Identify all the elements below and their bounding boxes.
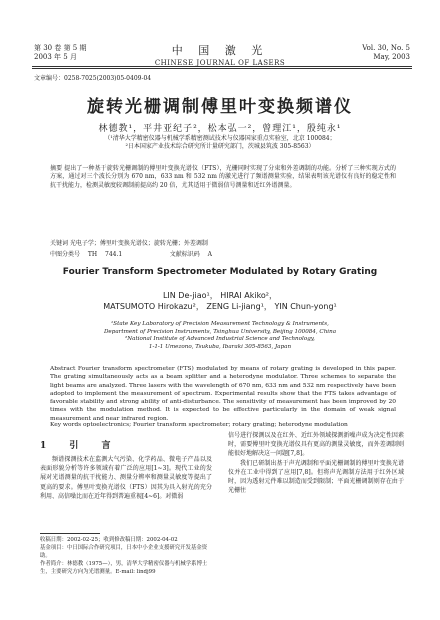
paragraph: 我们已研制出基于声光调制和平面光栅调制的傅里叶变换光谱仪并在工业中得到了应用[7,8]。但将声光调制方法用于红外区域时，因为透射元件难以制造而受到限制；平面光栅调制则存在由于光栅往 <box>228 459 404 495</box>
journal-name-zh: 中 国 激 光 <box>171 44 269 57</box>
section-heading: 1 引 言 <box>40 441 121 451</box>
authors-en-line: MATSUMOTO Hirokazu²， ZENG Li-jiang¹， YIN Chun-yong¹ <box>103 302 337 311</box>
authors-en-line: LIN De-jiao¹， HIRAI Akiko²， <box>162 291 278 300</box>
affiliation-line: （¹清华大学精密仪器与机械学系精密测试技术与仪器国家重点实验室，北京 100084； <box>104 135 336 142</box>
affiliation-line: ²日本国家产业技术综合研究所计量研究部门，茨城县筑波 305-8563） <box>125 143 315 150</box>
footnote-author: 作者简介：林德教（1975—），男，清华大学精密仪器与机械学系博士生，主要研究方向为光谱测量。E-mail: lindj99 <box>40 561 208 575</box>
header-rule-2 <box>32 68 412 69</box>
paragraph: 信号进行探测以及在红外、近红外领域探测新噪声成为决定性因素时，需要傅里叶变换光谱仪具有更高的测量灵敏度，而外差调制则能很好地解决这一问题[7,8]。 <box>228 432 404 458</box>
date-zh: 2003 年 5 月 <box>34 53 77 61</box>
footnotes <box>40 536 212 576</box>
body-column-left: 频谱探测技术在监测大气污染、化学药品、微电子产品以及表面形貌分析等许多领域有着广泛的应用[1~3]。现代工业的发展对光谱测量的抗干扰能力、测量分辨率和测量灵敏度等提出了更高的要求。傅里叶变换光谱仪（FTS）因其为具入射光的充分利用、高信噪比而在近年得到普遍重视[4~6]。对微弱 <box>40 456 212 500</box>
affiliation-en <box>0 321 440 351</box>
abstract-zh: 摘要 提出了一种基于旋转光栅调制的傅里叶变换光谱仪（FTS），光栅同时实现了分束和外差调制的功能。分析了三种实现方式的方案，通过对三个波长分别为 670 nm，633 nm 和 532 nm 的激光进行了频谱测量实验，结果表明该光谱仪有良好的稳定性和抗干扰能力，检测灵敏度较调制前提高约 20 倍，尤其适用于微弱信号测量和近红外谱测量。 <box>50 165 396 189</box>
volume-zh: 第 30 卷 第 5 期 <box>34 44 87 52</box>
header-rule <box>32 66 412 67</box>
affiliation-en-line: 1-1-1 Umezono, Tsukuba, Ibaraki 305-8563, Japan <box>148 343 292 350</box>
footnote-funding: 基金项目：中日国际合作研究项目，日本中小企业支援研究开发基金资助。 <box>40 545 208 559</box>
affiliation-en-line: ²National Institute of Advanced Industrial Science and Technology, <box>125 336 315 343</box>
keywords-en: Key words optoelectronics; Fourier transform spectrometer; rotary grating; heterodyne modulation <box>50 422 348 428</box>
affiliation-zh <box>0 135 440 151</box>
header-volume-en <box>362 44 410 62</box>
authors-zh: 林德教¹，平井亚纪子²，松本弘一²，曾理江¹，殷纯永¹ <box>98 124 342 134</box>
date-en: May, 2003 <box>373 53 410 61</box>
abstract-en: Abstract Fourier transform spectrometer (FTS) modulated by means of rotary grating is developed in this paper. The grating simultaneously acts as a beam splitter and a heterodyne modulator. Three schemes to separate the light beams are analyzed. Three lasers with the wavelength of 670 nm, 633 nm and 532 nm respectively have been adopted to implement the measurement of spectrum. Experimental results show that the FTS takes advantage of favorable stability and strong ability of anti-disturbance. The sensitivity of measurement has been improved by 20 times with the modulation method. It is expected to be effective particularly in the domain of weak signal measurement and near infrared region. <box>50 366 396 422</box>
affiliation-en-line: ¹State Key Laboratory of Precision Measurement Technology & Instruments, <box>111 321 329 327</box>
classification-zh <box>50 251 396 259</box>
footnote-rule <box>40 533 100 534</box>
journal-name-en: CHINESE JOURNAL OF LASERS <box>154 59 286 67</box>
body-column-right <box>228 431 404 495</box>
article-number: 文章编号：0258-7025(2003)05-0409-04 <box>34 75 152 82</box>
authors-en <box>0 290 440 312</box>
document-code: 文献标识码 A <box>169 251 212 258</box>
title-zh: 旋转光栅调制傅里叶变换频谱仪 <box>87 97 353 117</box>
keywords-zh: 关键词 光电子学；傅里叶变换光谱仪；旋转光栅；外差调制 <box>50 240 208 247</box>
volume-en: Vol. 30, No. 5 <box>362 44 410 52</box>
title-en: Fourier Transform Spectrometer Modulated by Rotary Grating <box>62 267 378 277</box>
clc-number: 中图分类号 TH 744.1 <box>50 251 123 258</box>
affiliation-en-line: Department of Precision Instruments, Tsinghua University, Beijing 100084, China <box>103 328 337 335</box>
footnote-received: 收稿日期：2002-02-25；收到修改稿日期：2002-04-02 <box>40 537 178 543</box>
